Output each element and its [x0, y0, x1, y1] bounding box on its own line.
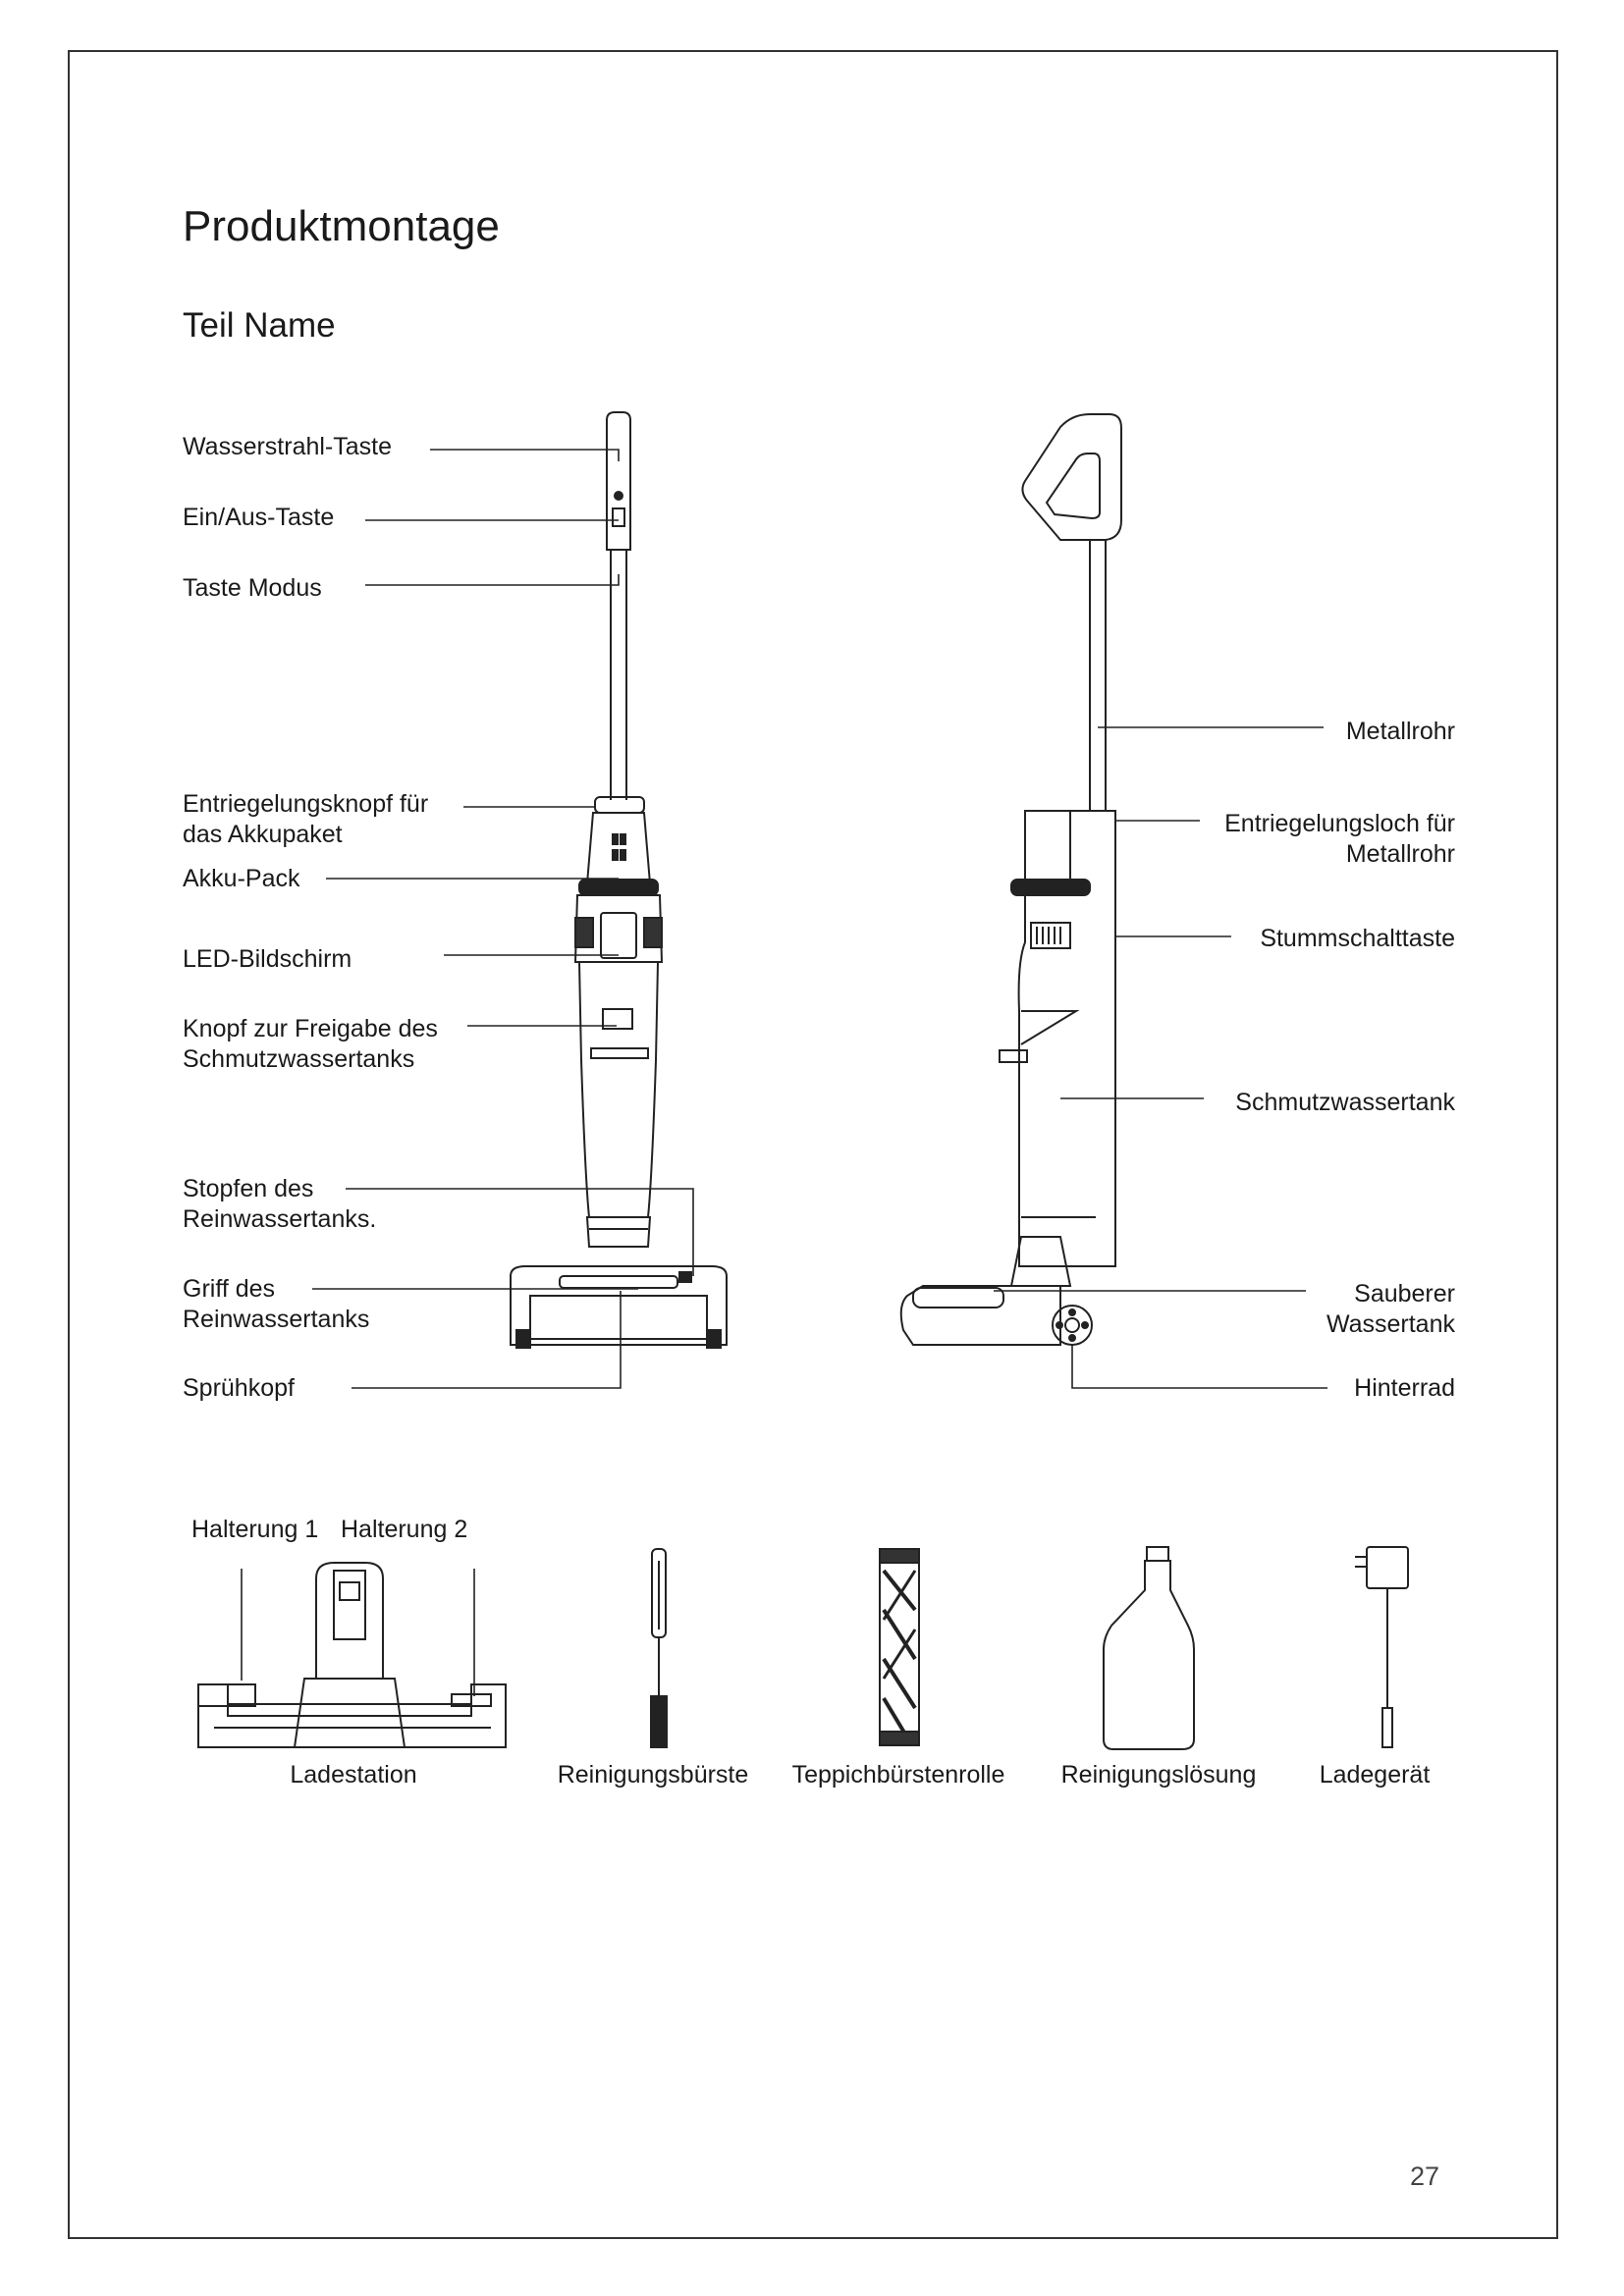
label-battery-release-button: Entriegelungsknopf für das Akkupaket — [183, 790, 429, 848]
label-charging-station: Ladestation — [290, 1761, 417, 1789]
label-cleaning-solution: Reinigungslösung — [1060, 1761, 1257, 1789]
label-metal-tube-release-hole: Entriegelungsloch für Metallrohr — [1224, 810, 1455, 868]
label-charger: Ladegerät — [1319, 1761, 1431, 1789]
label-spray-head: Sprühkopf — [183, 1374, 295, 1402]
side-view-illustration — [901, 414, 1121, 1345]
label-mode-button: Taste Modus — [183, 574, 322, 602]
label-rear-wheel: Hinterrad — [1354, 1374, 1455, 1402]
front-view-illustration — [511, 412, 727, 1348]
label-metal-tube: Metallrohr — [1345, 718, 1455, 745]
label-led-screen: LED-Bildschirm — [183, 945, 352, 973]
label-carpet-brush-roll: Teppichbürstenrolle — [791, 1761, 1005, 1789]
label-dirty-water-tank: Schmutzwassertank — [1235, 1089, 1455, 1116]
charger-illustration — [1355, 1547, 1408, 1747]
label-water-jet-button: Wasserstrahl-Taste — [183, 433, 393, 460]
label-battery-pack: Akku-Pack — [183, 865, 300, 892]
label-dirty-tank-release-button: Knopf zur Freigabe des Schmutzwassertanks — [183, 1015, 438, 1073]
page-title: Produktmontage — [183, 202, 500, 250]
cleaning-brush-illustration — [651, 1549, 667, 1747]
power-icon — [615, 492, 623, 500]
label-holder-1: Halterung 1 — [191, 1516, 319, 1543]
label-cleaning-brush: Reinigungsbürste — [557, 1761, 749, 1789]
label-power-button: Ein/Aus-Taste — [183, 504, 335, 531]
side-view-leader-lines — [994, 727, 1327, 1388]
charging-station-illustration — [198, 1563, 506, 1747]
page-number: 27 — [1410, 2162, 1440, 2191]
section-subtitle: Teil Name — [183, 306, 336, 345]
label-holder-2: Halterung 2 — [341, 1516, 468, 1543]
label-clean-tank-handle: Griff des Reinwassertanks — [183, 1275, 370, 1333]
label-clean-tank-plug: Stopfen des Reinwassertanks. — [183, 1175, 377, 1233]
label-mute-button: Stummschalttaste — [1260, 925, 1455, 952]
label-clean-water-tank: Sauberer Wassertank — [1326, 1280, 1455, 1338]
carpet-brush-roll-illustration — [880, 1549, 919, 1745]
cleaning-solution-bottle-illustration — [1104, 1547, 1194, 1749]
